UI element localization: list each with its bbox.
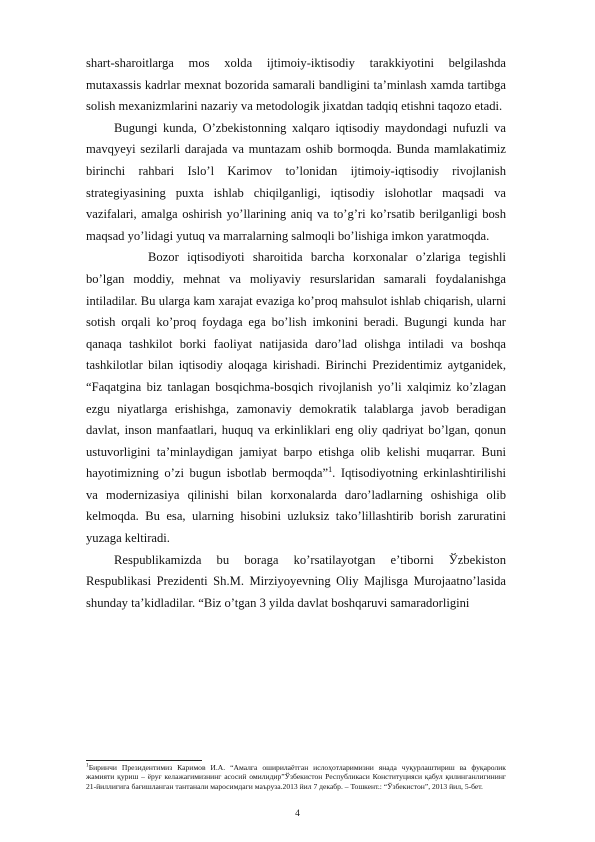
paragraph-3-tail: . Iqtisodiyotning erkinlashtirilishi va modernizasiya qilinishi bilan korxonalarda daro’ladlarning oshishiga olib kelmoqda. Bu esa, ularning hisobini uzluksiz tako’lillashtirib borish zaruratini yuzaga keltiradi. (86, 466, 506, 546)
footnote-reference: 1 (328, 465, 333, 475)
paragraph-3-text: Bozor iqtisodiyoti sharoitida barcha korxonalar o’zlariga tegishli bo’lgan moddiy, mehnat va moliyaviy resurslaridan samarali foydalanishga intiladilar. Bu ularga kam xarajat evaziga ko’proq mahsulot ishlab chiqarish, ularni sotish orqali ko’proq foydaga ega bo’lish imkonini beradi. Bugungi kunda har qanaqa tashkilot borki faoliyat natijasida daro’lad olishga intiladi va boshqa tashkilotlar bilan iqtisodiy aloqaga kirishadi. Birinchi Prezidentimiz aytganidek, “Faqatgina biz tanlagan bosqichma-bosqich rivojlanish yo’li xalqimiz ko’zlagan ezgu niyatlarga erishishga, zamonaviy demokratik talablarga javob beradigan davlat, inson manfaatlari, huquq va erkinliklari eng oliy qadriyat bo’lgan, qonun ustuvorligini ta’minlaydigan jamiyat barpo etishga olib kelishi muqarrar. Buni hayotimizning o’zi bugun isbotlab bermoqda” (86, 250, 506, 481)
paragraph-1: shart-sharoitlarga mos xolda ijtimoiy-iktisodiy tarakkiyotini belgilashda mutaxassis kadrlar mexnat bozorida samarali bandligini ta’minlash xamda tartibga solish mexanizmlarini nazariy va metodologik jixatdan tadqiq etishni taqozo etadi. (86, 56, 506, 114)
paragraph-2: Bugungi kunda, O’zbekistonning xalqaro iqtisodiy maydondagi nufuzli va mavqyeyi sezilarli darajada va muntazam oshib bormoqda. Bunda mamlakatimiz birinchi rahbari Islo’l Karimov to’lonidan ijtimoiy-iqtisodiy rivojlanish strategiyasining puxta ishlab chiqilganligi, iqtisodiy islohotlar maqsadi va vazifalari, amalga oshirish yo’llarining aniq va to’g’ri ko’rsatib berilganligi bosh maqsad yo’lidagi yutuq va marralarning salmoqli bo’lishiga imkon yaratmoqda. (86, 120, 506, 243)
paragraph-4: Respublikamizda bu boraga ko’rsatilayotgan e’tiborni Ўzbekiston Respublikasi Prezidenti Sh.M. Mirziyoyevning Oliy Majlisga Murojaatno’lasida shunday ta’kidladilar. “Biz o’tgan 3 yilda davlat boshqaruvi samaradorligini (86, 552, 506, 610)
body-text (86, 53, 506, 614)
footnote-mark: 1 (86, 762, 89, 769)
paragraph-3 (86, 247, 506, 549)
footnote-separator (86, 760, 202, 761)
footnote (86, 763, 506, 791)
page-number: 4 (295, 809, 300, 819)
footnote-text: Биринчи Президентимиз Каримов И.А. “Амалга оширилаётган ислоҳотларимизни янада чуқурлаштириш ва фуқаролик жамияти қуриш – ёруғ келажагимизнинг асосий омилидир”Ўзбекистон Республикаси Конституцияси қабул қилинганлигининг 21-йиллигига бағишланган тантанали маросимдаги маъруза.2013 йил 7 декабр. – Тошкент.: “Ўзбекистон”, 2013 йил, 5-бет. (86, 763, 506, 791)
